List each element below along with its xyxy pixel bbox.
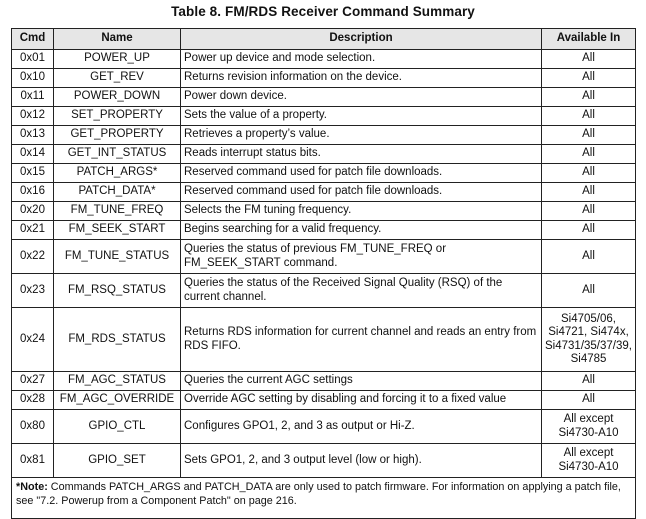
description-cell: Returns RDS information for current channel and reads an entry from RDS FIFO. — [181, 308, 542, 372]
cmd-cell: 0x10 — [12, 69, 54, 88]
available-cell: All — [542, 183, 636, 202]
table-row — [12, 126, 636, 145]
description-cell: Power up device and mode selection. — [181, 50, 542, 69]
table-row — [12, 183, 636, 202]
description-cell: Selects the FM tuning frequency. — [181, 202, 542, 221]
available-cell: Si4705/06, Si4721, Si474x, Si4731/35/37/39, Si4785 — [542, 308, 636, 372]
name-cell: FM_RSQ_STATUS — [54, 274, 181, 308]
available-cell: All except Si4730-A10 — [542, 410, 636, 444]
header-row — [12, 29, 636, 50]
header-name: Name — [54, 29, 181, 50]
available-cell: All — [542, 50, 636, 69]
name-cell: GPIO_CTL — [54, 410, 181, 444]
table-row — [12, 50, 636, 69]
table-row — [12, 164, 636, 183]
description-cell: Sets the value of a property. — [181, 107, 542, 126]
available-cell: All — [542, 240, 636, 274]
note-row — [12, 478, 636, 519]
available-cell: All — [542, 202, 636, 221]
name-cell: FM_RDS_STATUS — [54, 308, 181, 372]
table-row — [12, 88, 636, 107]
command-summary-table — [11, 28, 636, 519]
name-cell: FM_TUNE_STATUS — [54, 240, 181, 274]
description-cell: Begins searching for a valid frequency. — [181, 221, 542, 240]
name-cell: FM_AGC_OVERRIDE — [54, 391, 181, 410]
description-cell: Sets GPO1, 2, and 3 output level (low or high). — [181, 444, 542, 478]
table-row — [12, 274, 636, 308]
table-row — [12, 69, 636, 88]
description-cell: Queries the status of the Received Signal Quality (RSQ) of the current channel. — [181, 274, 542, 308]
header-available-in: Available In — [542, 29, 636, 50]
cmd-cell: 0x20 — [12, 202, 54, 221]
cmd-cell: 0x14 — [12, 145, 54, 164]
table-row — [12, 308, 636, 372]
available-cell: All — [542, 69, 636, 88]
description-cell: Power down device. — [181, 88, 542, 107]
available-cell: All — [542, 88, 636, 107]
name-cell: FM_TUNE_FREQ — [54, 202, 181, 221]
name-cell: FM_SEEK_START — [54, 221, 181, 240]
name-cell: GET_PROPERTY — [54, 126, 181, 145]
cmd-cell: 0x24 — [12, 308, 54, 372]
cmd-cell: 0x01 — [12, 50, 54, 69]
table-row — [12, 391, 636, 410]
cmd-cell: 0x16 — [12, 183, 54, 202]
cmd-cell: 0x28 — [12, 391, 54, 410]
available-cell: All — [542, 107, 636, 126]
table-row — [12, 410, 636, 444]
table-row — [12, 107, 636, 126]
name-cell: POWER_DOWN — [54, 88, 181, 107]
name-cell: PATCH_DATA* — [54, 183, 181, 202]
table-title: Table 8. FM/RDS Receiver Command Summary — [171, 4, 475, 19]
cmd-cell: 0x81 — [12, 444, 54, 478]
table-row — [12, 145, 636, 164]
cmd-cell: 0x22 — [12, 240, 54, 274]
table-row — [12, 221, 636, 240]
cmd-cell: 0x15 — [12, 164, 54, 183]
available-cell: All — [542, 164, 636, 183]
name-cell: GPIO_SET — [54, 444, 181, 478]
cmd-cell: 0x23 — [12, 274, 54, 308]
description-cell: Returns revision information on the device. — [181, 69, 542, 88]
table-row — [12, 202, 636, 221]
note-cell — [12, 478, 636, 519]
cmd-cell: 0x12 — [12, 107, 54, 126]
cmd-cell: 0x21 — [12, 221, 54, 240]
available-cell: All — [542, 391, 636, 410]
cmd-cell: 0x13 — [12, 126, 54, 145]
name-cell: GET_INT_STATUS — [54, 145, 181, 164]
name-cell: FM_AGC_STATUS — [54, 372, 181, 391]
name-cell: SET_PROPERTY — [54, 107, 181, 126]
name-cell: GET_REV — [54, 69, 181, 88]
name-cell: PATCH_ARGS* — [54, 164, 181, 183]
cmd-cell: 0x80 — [12, 410, 54, 444]
description-cell: Retrieves a property’s value. — [181, 126, 542, 145]
description-cell: Queries the status of previous FM_TUNE_FREQ or FM_SEEK_START command. — [181, 240, 542, 274]
available-cell: All — [542, 274, 636, 308]
cmd-cell: 0x11 — [12, 88, 54, 107]
available-cell: All except Si4730-A10 — [542, 444, 636, 478]
table-row — [12, 372, 636, 391]
description-cell: Reserved command used for patch file downloads. — [181, 183, 542, 202]
note-text: Commands PATCH_ARGS and PATCH_DATA are only used to patch firmware. For information on applying a patch file, see "7.2. Powerup from a Component Patch" on page 216. — [16, 481, 621, 507]
available-cell: All — [542, 221, 636, 240]
table-row — [12, 444, 636, 478]
description-cell: Queries the current AGC settings — [181, 372, 542, 391]
header-cmd: Cmd — [12, 29, 54, 50]
description-cell: Reserved command used for patch file downloads. — [181, 164, 542, 183]
available-cell: All — [542, 126, 636, 145]
name-cell: POWER_UP — [54, 50, 181, 69]
description-cell: Reads interrupt status bits. — [181, 145, 542, 164]
cmd-cell: 0x27 — [12, 372, 54, 391]
table-row — [12, 240, 636, 274]
description-cell: Configures GPO1, 2, and 3 as output or Hi-Z. — [181, 410, 542, 444]
available-cell: All — [542, 372, 636, 391]
description-cell: Override AGC setting by disabling and forcing it to a fixed value — [181, 391, 542, 410]
note-label: *Note: — [16, 481, 48, 493]
header-description: Description — [181, 29, 542, 50]
available-cell: All — [542, 145, 636, 164]
